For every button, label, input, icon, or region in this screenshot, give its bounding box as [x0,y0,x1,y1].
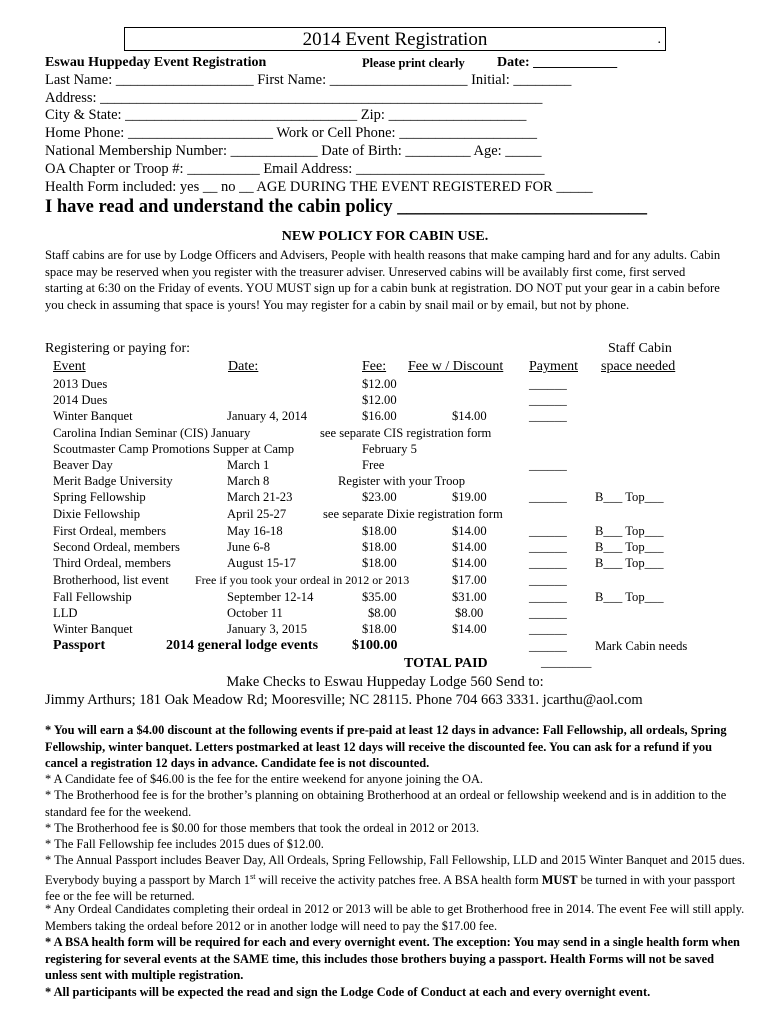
row-discount: $14.00 [452,540,487,554]
row-date: January 3, 2015 [227,622,308,636]
phone-fields[interactable]: Home Phone: ____________________ Work or Cell Phone: ___________________ [45,125,537,141]
note-brotherhood-free: * The Brotherhood fee is $0.00 for those members that took the ordeal in 2012 or 2013. [45,821,480,835]
note-brotherhood-fee: * The Brotherhood fee is for the brother’s planning on obtaining Brotherhood at an ordeal or fellowship weekend and is in addition to the standard fee for the weekend. [45,788,727,819]
row-fee: $18.00 [362,524,397,538]
title-mark: . [657,32,661,47]
form-header-title: Eswau Huppeday Event Registration [45,55,267,70]
note-passport [45,852,745,905]
row-payment-blank[interactable]: ______ [529,524,567,538]
row-discount: $31.00 [452,590,487,604]
row-discount: $14.00 [452,556,487,570]
page-title: 2014 Event Registration [302,29,488,50]
row-date: Free if you took your ordeal in 2012 or 2013 [195,573,410,587]
row-fee: $18.00 [362,622,397,636]
row-date: March 8 [227,474,270,488]
col-fee-header: Fee: [362,359,387,374]
row-payment-blank[interactable]: ______ [529,393,567,407]
name-fields[interactable]: Last Name: ___________________ First Name: ___________________ Initial: ________ [45,72,572,88]
policy-title: NEW POLICY FOR CABIN USE. [281,229,489,244]
chapter-email-fields[interactable]: OA Chapter or Troop #: __________ Email Address: __________________________ [45,161,545,177]
row-event: Winter Banquet [53,622,133,636]
row-fee: Free [362,458,385,472]
row-event: Scoutmaster Camp Promotions Supper at Camp [53,442,295,456]
checks-payable-line: Make Checks to Eswau Huppeday Lodge 560 Send to: [226,674,544,690]
row-event: Fall Fellowship [53,590,132,604]
health-form-age-fields[interactable]: Health Form included: yes __ no __ AGE DURING THE EVENT REGISTERED FOR _____ [45,179,593,195]
row-discount: $14.00 [452,622,487,636]
row-date: January 4, 2014 [227,409,308,423]
row-cabin-space[interactable]: B___ Top___ [595,590,664,604]
row-date: August 15-17 [227,556,296,570]
row-payment-blank[interactable]: ______ [529,590,567,604]
print-clearly-note: Please print clearly [362,56,465,70]
row-event: Third Ordeal, members [53,556,171,570]
row-fee: Register with your Troop [338,474,465,488]
col-space-header: space needed [601,359,676,374]
col-event-header: Event [53,359,86,374]
note-candidate-fee: * A Candidate fee of $46.00 is the fee for the entire weekend for anyone joining the OA. [45,772,484,786]
date-field[interactable]: Date: ____________ [497,55,618,70]
note-health-form: * A BSA health form will be required for each and every overnight event. The exception: You may send in a single health form when registering for several events at the SAME time, this includes those brothers buying a passport. Health Forms will not be saved unless sent with multiple registration. [45,935,740,982]
row-cabin-space[interactable]: B___ Top___ [595,490,664,504]
col-date-header: Date: [228,359,259,374]
row-event: 2013 Dues [53,377,108,391]
staff-cabin-header: Staff Cabin [608,341,672,356]
col-payment-header: Payment [529,359,578,374]
row-payment-blank[interactable]: ______ [529,573,567,587]
row-fee: $23.00 [362,490,397,504]
row-discount: $8.00 [455,606,484,620]
row-date: 2014 general lodge events [166,638,319,653]
row-event: Dixie Fellowship [53,507,141,521]
row-event: 2014 Dues [53,393,108,407]
row-fee: $18.00 [362,556,397,570]
row-event: Brotherhood, list event [53,573,169,587]
city-state-zip-field[interactable]: City & State: ________________________________ Zip: ___________________ [45,107,527,123]
row-payment-blank[interactable]: ______ [529,556,567,570]
note-passport-text-c: be turned in with your passport fee or the fee will be returned. [45,872,736,904]
row-fee: see separate Dixie registration form [323,507,503,521]
total-paid-blank[interactable]: ________ [541,655,592,669]
row-fee: $100.00 [352,638,398,653]
row-date: March 1 [227,458,270,472]
row-fee: $35.00 [362,590,397,604]
row-date: April 25-27 [227,507,287,521]
row-payment-blank[interactable]: ______ [529,458,567,472]
row-event: Spring Fellowship [53,490,146,504]
row-event: LLD [53,606,78,620]
policy-text: Staff cabins are for use by Lodge Officers and Advisers, People with health reasons that make camping hard and for any adults. Cabin space may be reserved when you register with the treasurer adviser. Unreserved cabins will be availably first come, first served starting at 6:30 on the Friday of events. YOU MUST sign up for a cabin bunk at registration. DO NOT put your gear in a cabin before you check in assuming that space is yours! You may register for a cabin by snail mail or by email, but not by phone. [45,248,721,312]
row-date: May 16-18 [227,524,283,538]
row-event: Winter Banquet [53,409,133,423]
row-discount: $14.00 [452,409,487,423]
row-fee: $16.00 [362,409,397,423]
row-event: Beaver Day [53,458,113,472]
title-box [124,27,666,51]
note-discount: * You will earn a $4.00 discount at the following events if pre-paid at least 12 days in advance: Fall Fellowship, all ordeals, Spring Fellowship, winter banquet. Letters postmarked at least 12 days will receive the discounted fee. You can ask for a refund if you cancel a registration 12 days in advance. Candidate fee is not discounted. [45,723,727,770]
row-fee: $8.00 [368,606,397,620]
address-field[interactable]: Address: _____________________________________________________________ [45,90,543,106]
row-fee: $12.00 [362,377,397,391]
row-payment-blank[interactable]: ______ [529,409,567,423]
row-payment-blank[interactable]: ______ [529,606,567,620]
mailing-address-line: Jimmy Arthurs; 181 Oak Meadow Rd; Mooresville; NC 28115. Phone 704 663 3331. jcarthu@aol.com [45,692,643,708]
row-fee: $12.00 [362,393,397,407]
row-discount: $17.00 [452,573,487,587]
row-fee: $18.00 [362,540,397,554]
note-passport-sup: st [250,871,256,881]
row-date: March 21-23 [227,490,293,504]
note-passport-must: MUST [541,872,578,887]
note-ordeal-candidates: * Any Ordeal Candidates completing their ordeal in 2012 or 2013 will be able to get Brotherhood free in 2014. The event Fee will still apply. Members taking the ordeal before 2012 or in another lodge will need to pay the $17.00 fee. [45,902,745,933]
row-event: Second Ordeal, members [53,540,180,554]
row-date: September 12-14 [227,590,314,604]
row-payment-blank[interactable]: ______ [529,540,567,554]
row-event: First Ordeal, members [53,524,166,538]
row-cabin-space[interactable]: B___ Top___ [595,524,664,538]
row-fee: see separate CIS registration form [320,426,492,440]
row-payment-blank[interactable]: ______ [529,639,567,653]
row-payment-blank[interactable]: ______ [529,377,567,391]
note-passport-text-b: will receive the activity patches free. A BSA health form [255,872,542,887]
note-code-of-conduct: * All participants will be expected the read and sign the Lodge Code of Conduct at each and every overnight event. [45,985,651,999]
row-fee: February 5 [362,442,417,456]
cabin-policy-acknowledgement[interactable]: I have read and understand the cabin policy ___________________________ [45,197,647,217]
col-discount-header: Fee w / Discount [408,359,504,374]
total-paid-label: TOTAL PAID [404,656,488,671]
row-discount: $14.00 [452,524,487,538]
row-discount: $19.00 [452,490,487,504]
note-fall-fellowship: * The Fall Fellowship fee includes 2015 dues of $12.00. [45,837,324,851]
row-payment-blank[interactable]: ______ [529,490,567,504]
membership-dob-age-fields[interactable]: National Membership Number: ____________ Date of Birth: _________ Age: _____ [45,143,542,159]
row-cabin-space[interactable]: B___ Top___ [595,540,664,554]
row-event: Passport [53,638,106,653]
row-date: October 11 [227,606,283,620]
row-payment-blank[interactable]: ______ [529,622,567,636]
row-cabin-space[interactable]: B___ Top___ [595,556,664,570]
row-cabin-note: Mark Cabin needs [595,639,688,653]
row-date: June 6-8 [227,540,271,554]
note-passport-text-a: * The Annual Passport includes Beaver Day, All Ordeals, Spring Fellowship, Fall Fellowship, LLD and 2015 Winter Banquet and 2015 dues. Everybody buying a passport by March 1 [45,853,745,887]
row-event: Merit Badge University [53,474,173,488]
row-event: Carolina Indian Seminar (CIS) January [53,426,251,440]
table-intro: Registering or paying for: [45,341,191,356]
